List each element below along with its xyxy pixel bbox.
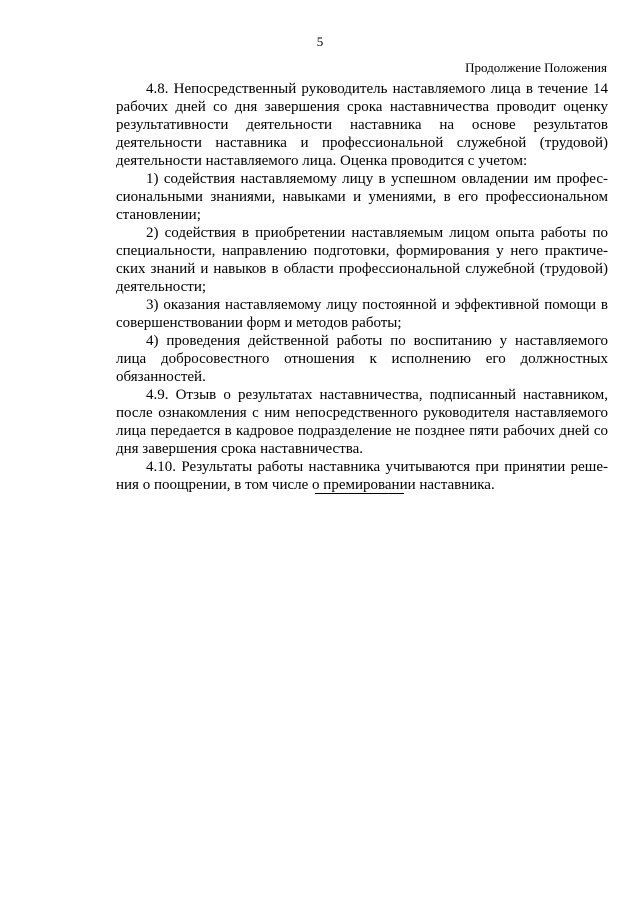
- document-body: [116, 80, 608, 494]
- running-header: Продолжение Положения: [465, 60, 607, 75]
- paragraph-4-10: 4.10. Результаты работы наставника учитываются при принятии решения о поощрении, в том числе о премировании наставника.: [116, 459, 608, 493]
- paragraph-item-3: 3) оказания наставляемому лицу постоянной и эффективной помощи в совершенствовании форм и методов работы;: [116, 297, 608, 331]
- paragraph-4-9: 4.9. Отзыв о результатах наставничества, подписанный наставником, после ознакомления с ним непосредственного руководителя наставляемого лица передается в кадровое подразделение не позднее пяти рабочих дней со дня завершения срока наставничества.: [116, 387, 608, 457]
- page-number: 5: [316, 34, 324, 49]
- paragraph-item-2: 2) содействия в приобретении наставляемым лицом опыта работы по специальности, направлению подготовки, формирования у него практических знаний и навыков в области профессиональной служебной (трудовой) деятельности;: [116, 225, 608, 295]
- paragraph-item-4: 4) проведения действенной работы по воспитанию у наставляемого лица добросовестного отношения к исполнению его должностных обязанностей.: [116, 333, 608, 385]
- paragraph-item-1: 1) содействия наставляемому лицу в успешном овладении им профессиональными знаниями, навыками и умениями, в его профессиональном становлении;: [116, 171, 608, 223]
- paragraph-4-8: 4.8. Непосредственный руководитель наставляемого лица в течение 14 рабочих дней со дня завершения срока наставничества проводит оценку результативности деятельности наставника на основе результатов деятельности наставника и профессиональной служебной (трудовой) деятельности наставляемого лица. Оценка проводится с учетом:: [116, 81, 608, 169]
- end-of-document-line: [315, 493, 404, 494]
